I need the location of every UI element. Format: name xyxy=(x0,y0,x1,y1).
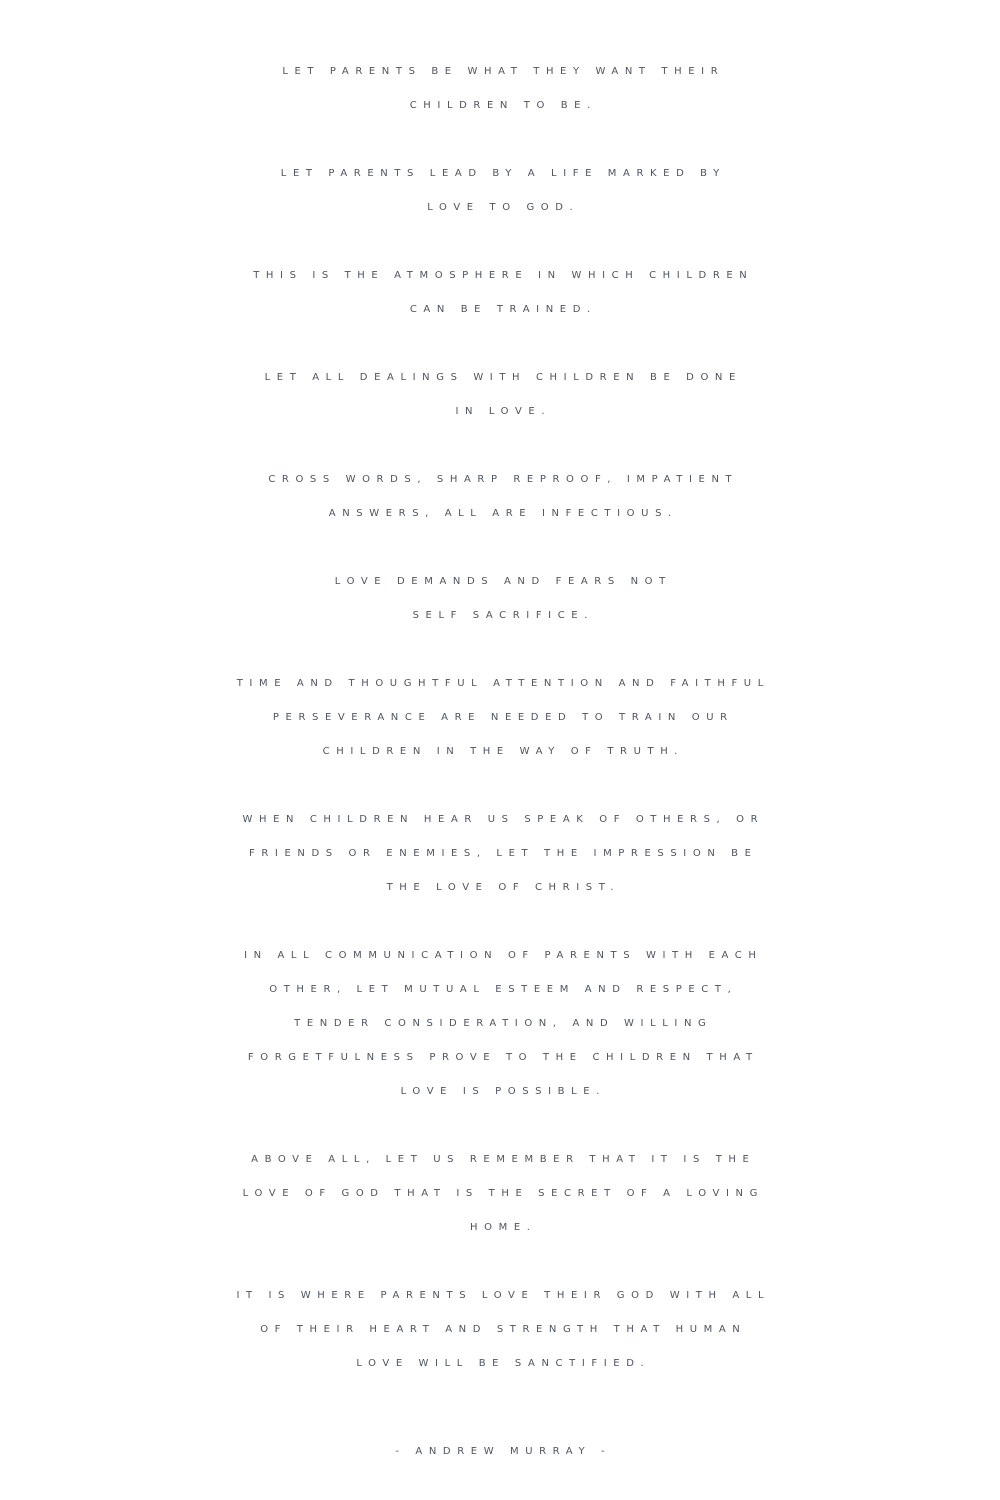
quote-line: CHILDREN TO BE. xyxy=(409,100,597,111)
quote-line: WHEN CHILDREN HEAR US SPEAK OF OTHERS, OR xyxy=(242,814,765,825)
quote-line: TENDER CONSIDERATION, AND WILLING xyxy=(294,1018,713,1029)
quote-attribution: - ANDREW MURRAY - xyxy=(395,1446,612,1457)
quote-line: LET ALL DEALINGS WITH CHILDREN BE DONE xyxy=(264,372,742,383)
quote-line: ABOVE ALL, LET US REMEMBER THAT IT IS THE xyxy=(251,1154,756,1165)
quote-line: CAN BE TRAINED. xyxy=(409,304,597,315)
quote-line: IN ALL COMMUNICATION OF PARENTS WITH EACH xyxy=(244,950,763,961)
quote-line: ANSWERS, ALL ARE INFECTIOUS. xyxy=(328,508,678,519)
quote-line: LET PARENTS LEAD BY A LIFE MARKED BY xyxy=(280,168,726,179)
quote-line: OTHER, LET MUTUAL ESTEEM AND RESPECT, xyxy=(269,984,738,995)
quote-line: LOVE DEMANDS AND FEARS NOT xyxy=(334,576,672,587)
quote-line: CHILDREN IN THE WAY OF TRUTH. xyxy=(322,746,684,757)
quote-line: PERSEVERANCE ARE NEEDED TO TRAIN OUR xyxy=(272,712,734,723)
quote-line: IT IS WHERE PARENTS LOVE THEIR GOD WITH ALL xyxy=(236,1290,771,1301)
quote-line: LET PARENTS BE WHAT THEY WANT THEIR xyxy=(282,66,725,77)
quote-line: CROSS WORDS, SHARP REPROOF, IMPATIENT xyxy=(268,474,739,485)
quote-line: FORGETFULNESS PROVE TO THE CHILDREN THAT xyxy=(247,1052,759,1063)
quote-line: THIS IS THE ATMOSPHERE IN WHICH CHILDREN xyxy=(253,270,754,281)
quote-line: SELF SACRIFICE. xyxy=(412,610,595,621)
quote-line: LOVE TO GOD. xyxy=(427,202,580,213)
quote-line: LOVE OF GOD THAT IS THE SECRET OF A LOVING xyxy=(242,1188,764,1199)
quote-line: IN LOVE. xyxy=(455,406,552,417)
quote-line: LOVE WILL BE SANCTIFIED. xyxy=(356,1358,651,1369)
quote-line: OF THEIR HEART AND STRENGTH THAT HUMAN xyxy=(260,1324,747,1335)
quote-line: THE LOVE OF CHRIST. xyxy=(386,882,621,893)
quote-line: TIME AND THOUGHTFUL ATTENTION AND FAITHFUL xyxy=(236,678,770,689)
quote-line: HOME. xyxy=(470,1222,537,1233)
quote-line: FRIENDS OR ENEMIES, LET THE IMPRESSION BE xyxy=(249,848,758,859)
quote-line: LOVE IS POSSIBLE. xyxy=(400,1086,606,1097)
